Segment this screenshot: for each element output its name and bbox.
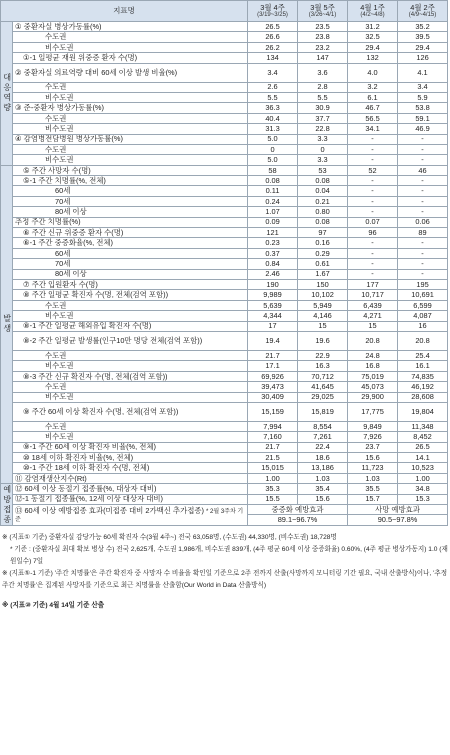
cell-value: 7,926 bbox=[348, 432, 398, 442]
table-row bbox=[1, 494, 448, 504]
table-row bbox=[1, 165, 448, 175]
cell-value: 3.6 bbox=[298, 63, 348, 82]
cell-value: 5.5 bbox=[248, 92, 298, 102]
cell-value: 190 bbox=[248, 279, 298, 289]
table-row bbox=[1, 103, 448, 113]
cell-value: 19.6 bbox=[298, 331, 348, 350]
cell-value: 13,186 bbox=[298, 463, 348, 473]
footnote-1: ※ (지표① 기준) 중환자실 감당가능 60세 확진자 수(3월 4주~) 전국 63,058명, (수도권) 44,330명, (비수도권) 18,728명 bbox=[2, 533, 337, 541]
cell-value: 31.2 bbox=[348, 22, 398, 32]
cell-value: 0.04 bbox=[298, 186, 348, 196]
cell-value: - bbox=[348, 176, 398, 186]
row-label: 수도권 bbox=[13, 382, 248, 392]
table-row bbox=[1, 22, 448, 32]
table-row bbox=[1, 155, 448, 165]
cell-value: 3.2 bbox=[348, 82, 398, 92]
cell-value: 35.3 bbox=[248, 484, 298, 494]
table-row bbox=[1, 196, 448, 206]
table-row bbox=[1, 238, 448, 248]
cell-value: 10,102 bbox=[298, 290, 348, 300]
cell-value: 5.9 bbox=[398, 92, 448, 102]
table-row bbox=[1, 382, 448, 392]
row-label: ⑫ 60세 이상 동절기 접종률(%, 대상자 대비) bbox=[13, 484, 248, 494]
cell-value: 1.03 bbox=[348, 473, 398, 483]
cell-value: 21.5 bbox=[248, 453, 298, 463]
row-label: 수도권 bbox=[13, 350, 248, 360]
table-row bbox=[1, 207, 448, 217]
table-row bbox=[1, 421, 448, 431]
cell-value: 20.8 bbox=[398, 331, 448, 350]
cell-value: 5.5 bbox=[298, 92, 348, 102]
row-label: 비수도권 bbox=[13, 361, 248, 371]
row-label: 수도권 bbox=[13, 300, 248, 310]
row-label: ⑩-1 주간 18세 이하 확진자 수(명, 전체) bbox=[13, 463, 248, 473]
row-label: 비수도권 bbox=[13, 432, 248, 442]
row-label: 수도권 bbox=[13, 144, 248, 154]
header-col-1: 3월 5주 (3/26~4/1) bbox=[298, 1, 348, 22]
cell-value: - bbox=[398, 238, 448, 248]
cell-value: 37.7 bbox=[298, 113, 348, 123]
cell-value: 34.1 bbox=[348, 124, 398, 134]
cell-value: 53 bbox=[298, 165, 348, 175]
cell-value: 19,804 bbox=[398, 402, 448, 421]
table-row bbox=[1, 402, 448, 421]
cell-value: 28,608 bbox=[398, 392, 448, 402]
table-row bbox=[1, 321, 448, 331]
cell-value: 29,025 bbox=[298, 392, 348, 402]
cell-value: 15.5 bbox=[248, 494, 298, 504]
cell-value: - bbox=[398, 134, 448, 144]
cell-value: 4,271 bbox=[348, 311, 398, 321]
row-label: ⑧-1 주간 일평균 해외유입 확진자 수(명) bbox=[13, 321, 248, 331]
cell-value: 6,439 bbox=[348, 300, 398, 310]
cell-value: 17 bbox=[248, 321, 298, 331]
row-label: 80세 이상 bbox=[13, 269, 248, 279]
row-label: 비수도권 bbox=[13, 155, 248, 165]
table-row bbox=[1, 42, 448, 52]
cell-value: 30,409 bbox=[248, 392, 298, 402]
cell-value: 20.8 bbox=[348, 331, 398, 350]
cell-value: 15,159 bbox=[248, 402, 298, 421]
cell-value: 15.6 bbox=[348, 453, 398, 463]
row-label: ⑥ 주간 신규 위중증 환자 수(명) bbox=[13, 228, 248, 238]
cell-value: 9,989 bbox=[248, 290, 298, 300]
cell-value: 15.7 bbox=[348, 494, 398, 504]
cell-value: 7,261 bbox=[298, 432, 348, 442]
cell-value: 7,160 bbox=[248, 432, 298, 442]
cell-value: 4,087 bbox=[398, 311, 448, 321]
cell-value: 26.6 bbox=[248, 32, 298, 42]
cell-value: - bbox=[398, 155, 448, 165]
cell-value: 150 bbox=[298, 279, 348, 289]
table-row bbox=[1, 279, 448, 289]
effect-note: * 2월 3주차 기준 bbox=[15, 508, 244, 523]
cell-value: 26.2 bbox=[248, 42, 298, 52]
cell-value: 21.7 bbox=[248, 350, 298, 360]
cell-value: - bbox=[348, 144, 398, 154]
cell-value: 26.5 bbox=[398, 442, 448, 452]
cell-value: 23.7 bbox=[348, 442, 398, 452]
cell-value: 16.8 bbox=[348, 361, 398, 371]
cell-value: 0.11 bbox=[248, 186, 298, 196]
cell-value: - bbox=[398, 207, 448, 217]
cell-value: 0.37 bbox=[248, 248, 298, 258]
effect-title: ⑬ 60세 이상 예방접종 효과(미접종 대비 2가백신 추가접종) bbox=[15, 505, 204, 515]
cell-value: 24.8 bbox=[348, 350, 398, 360]
cell-value: 16.3 bbox=[298, 361, 348, 371]
cell-value: 11,348 bbox=[398, 421, 448, 431]
cell-value: 2.46 bbox=[248, 269, 298, 279]
cell-value: 35.4 bbox=[298, 484, 348, 494]
table-row bbox=[1, 392, 448, 402]
cell-value: 40.4 bbox=[248, 113, 298, 123]
cell-value: 3.4 bbox=[248, 63, 298, 82]
cell-value: 5,949 bbox=[298, 300, 348, 310]
cell-value: - bbox=[398, 196, 448, 206]
row-label: ⑤-1 주간 치명률(%, 전체) bbox=[13, 176, 248, 186]
cell-value: 5.0 bbox=[248, 134, 298, 144]
table-row bbox=[1, 290, 448, 300]
row-label: ⑧ 주간 일평균 확진자 수(명, 전체(검역 포함)) bbox=[13, 290, 248, 300]
cell-value: - bbox=[398, 144, 448, 154]
cell-value: 0.16 bbox=[298, 238, 348, 248]
cell-value: 7,994 bbox=[248, 421, 298, 431]
table-row bbox=[1, 432, 448, 442]
row-label: 80세 이상 bbox=[13, 207, 248, 217]
table-row bbox=[1, 144, 448, 154]
cell-value: 11,723 bbox=[348, 463, 398, 473]
cell-value: - bbox=[398, 248, 448, 258]
row-label: 비수도권 bbox=[13, 124, 248, 134]
row-label: ⑧-2 주간 일평균 발생률(인구10만 명당 전체(검역 포함)) bbox=[13, 331, 248, 350]
cell-value: 53.8 bbox=[398, 103, 448, 113]
cell-value: 23.2 bbox=[298, 42, 348, 52]
header-col-0: 3월 4주 (3/19~3/25) bbox=[248, 1, 298, 22]
cell-value: 6.1 bbox=[348, 92, 398, 102]
cell-value: 18.6 bbox=[298, 453, 348, 463]
cell-value: 15.6 bbox=[298, 494, 348, 504]
cell-value: 4,344 bbox=[248, 311, 298, 321]
cell-value: 6,599 bbox=[398, 300, 448, 310]
cell-value: 35.5 bbox=[348, 484, 398, 494]
cell-value: 17,775 bbox=[348, 402, 398, 421]
cell-value: 56.5 bbox=[348, 113, 398, 123]
cell-value: 8,452 bbox=[398, 432, 448, 442]
cell-value: 4.0 bbox=[348, 63, 398, 82]
cell-value: - bbox=[348, 196, 398, 206]
effect-col2-value: 90.5~97.8% bbox=[348, 515, 448, 525]
table-row bbox=[1, 63, 448, 82]
cell-value: 19.4 bbox=[248, 331, 298, 350]
cell-value: 0.07 bbox=[348, 217, 398, 227]
cell-value: - bbox=[348, 248, 398, 258]
cell-value: 15 bbox=[348, 321, 398, 331]
table-row bbox=[1, 32, 448, 42]
cell-value: 17.1 bbox=[248, 361, 298, 371]
row-label: 60세 bbox=[13, 248, 248, 258]
table-header-row bbox=[1, 1, 448, 22]
cell-value: 0.23 bbox=[248, 238, 298, 248]
cell-value: 5,639 bbox=[248, 300, 298, 310]
cell-value: 59.1 bbox=[398, 113, 448, 123]
cell-value: 0.21 bbox=[298, 196, 348, 206]
row-label: ⑦ 주간 입원환자 수(명) bbox=[13, 279, 248, 289]
table-row bbox=[1, 269, 448, 279]
cell-value: 5.0 bbox=[248, 155, 298, 165]
cell-value: 9,849 bbox=[348, 421, 398, 431]
cell-value: 15,819 bbox=[298, 402, 348, 421]
effect-col2-title: 사망 예방효과 bbox=[348, 505, 448, 515]
cell-value: 31.3 bbox=[248, 124, 298, 134]
cell-value: 46,192 bbox=[398, 382, 448, 392]
row-label: ⑥-1 주간 중증화율(%, 전체) bbox=[13, 238, 248, 248]
row-label: 비수도권 bbox=[13, 42, 248, 52]
cell-value: 1.00 bbox=[398, 473, 448, 483]
table-body bbox=[1, 22, 448, 526]
cell-value: 22.9 bbox=[298, 350, 348, 360]
cell-value: 3.3 bbox=[298, 134, 348, 144]
cell-value: - bbox=[348, 155, 398, 165]
table-row bbox=[1, 217, 448, 227]
effect-col1-title: 중증화 예방효과 bbox=[248, 505, 348, 515]
cell-value: 10,691 bbox=[398, 290, 448, 300]
footnote-2: * 기준 : (중환자실 최대 확보 병상 수) 전국 2,625개, 수도권 1,986개, 비수도권 839개, (4주 평균 60세 이상 중증화율) 0.60%, (4주 평균 병상가동지) 1.0 (재원일수) 7일 bbox=[10, 545, 448, 565]
table-row bbox=[1, 176, 448, 186]
cell-value: - bbox=[348, 186, 398, 196]
cell-value: 23.5 bbox=[298, 22, 348, 32]
cell-value: - bbox=[398, 269, 448, 279]
row-label: 비수도권 bbox=[13, 392, 248, 402]
cell-value: 8,554 bbox=[298, 421, 348, 431]
cell-value: 15.3 bbox=[398, 494, 448, 504]
cell-value: 2.6 bbox=[248, 82, 298, 92]
cell-value: 0.06 bbox=[398, 217, 448, 227]
header-col-3: 4월 2주 (4/9~4/15) bbox=[398, 1, 448, 22]
effect-col1-value: 89.1~96.7% bbox=[248, 515, 348, 525]
table-row bbox=[1, 134, 448, 144]
cell-value: 1.07 bbox=[248, 207, 298, 217]
cell-value: 0 bbox=[298, 144, 348, 154]
cell-value: 70,712 bbox=[298, 371, 348, 381]
table-row bbox=[1, 371, 448, 381]
cell-value: 10,717 bbox=[348, 290, 398, 300]
cell-value: 0.29 bbox=[298, 248, 348, 258]
cell-value: 35.2 bbox=[398, 22, 448, 32]
cell-value: 21.7 bbox=[248, 442, 298, 452]
section-category: 발생 bbox=[1, 165, 13, 484]
cell-value: 0.09 bbox=[248, 217, 298, 227]
footnotes bbox=[0, 532, 450, 612]
header-col-2: 4월 1주 (4/2~4/8) bbox=[348, 1, 398, 22]
table-row bbox=[1, 361, 448, 371]
cell-value: 15 bbox=[298, 321, 348, 331]
cell-value: 1.67 bbox=[298, 269, 348, 279]
cell-value: 0.08 bbox=[248, 176, 298, 186]
table-row bbox=[1, 484, 448, 494]
row-label: 비수도권 bbox=[13, 92, 248, 102]
cell-value: 3.3 bbox=[298, 155, 348, 165]
cell-value: 29,900 bbox=[348, 392, 398, 402]
row-label: 수도권 bbox=[13, 421, 248, 431]
table-row bbox=[1, 505, 448, 515]
cell-value: 126 bbox=[398, 53, 448, 63]
cell-value: 16.1 bbox=[398, 361, 448, 371]
cell-value: - bbox=[398, 176, 448, 186]
table-row bbox=[1, 453, 448, 463]
cell-value: - bbox=[348, 134, 398, 144]
row-label: ① 중환자실 병상가동률(%) bbox=[13, 22, 248, 32]
row-label: ①-1 일평균 재원 위중증 환자 수(명) bbox=[13, 53, 248, 63]
table-row bbox=[1, 331, 448, 350]
row-label: 추정 주간 치명률(%) bbox=[13, 217, 248, 227]
cell-value: 46.9 bbox=[398, 124, 448, 134]
row-label: ⑤ 주간 사망자 수(명) bbox=[13, 165, 248, 175]
section-category: 대응역량 bbox=[1, 22, 13, 166]
cell-value: 75,019 bbox=[348, 371, 398, 381]
table-row bbox=[1, 82, 448, 92]
row-label: ⑨-1 주간 60세 이상 확진자 비율(%, 전체) bbox=[13, 442, 248, 452]
row-label: 수도권 bbox=[13, 113, 248, 123]
row-label: ② 중환자실 의료역량 대비 60세 이상 발생 비율(%) bbox=[13, 63, 248, 82]
table-row bbox=[1, 259, 448, 269]
cell-value: 46 bbox=[398, 165, 448, 175]
footnote-4: ※ (지표⑩ 기준) 4월 14일 기준 산출 bbox=[2, 601, 105, 609]
cell-value: 26.5 bbox=[248, 22, 298, 32]
cell-value: - bbox=[348, 207, 398, 217]
table-row bbox=[1, 186, 448, 196]
cell-value: 41,645 bbox=[298, 382, 348, 392]
cell-value: 177 bbox=[348, 279, 398, 289]
cell-value: 3.4 bbox=[398, 82, 448, 92]
footnote-3: ※ (지표⑤-1 기준) '주간 치명률'은 주간 확진자 중 사망자 수 비율을 확인일 기준으로 2주 전까지 산출(사망까지 모니터링 기간 필요, 국내 산출방식)이나, '추정 주간 치명률'은 집계된 사망자를 기준으로 최근 치명률을 산출함(Our World in Data 산출방식) bbox=[2, 569, 448, 589]
cell-value: 74,835 bbox=[398, 371, 448, 381]
header-label: 지표명 bbox=[1, 1, 248, 22]
cell-value: 132 bbox=[348, 53, 398, 63]
cell-value: - bbox=[348, 269, 398, 279]
cell-value: 30.9 bbox=[298, 103, 348, 113]
cell-value: 22.4 bbox=[298, 442, 348, 452]
cell-value: 121 bbox=[248, 228, 298, 238]
table-row bbox=[1, 92, 448, 102]
cell-value: 89 bbox=[398, 228, 448, 238]
cell-value: 25.4 bbox=[398, 350, 448, 360]
cell-value: 58 bbox=[248, 165, 298, 175]
row-label: ⑩ 18세 이하 확진자 비율(%, 전체) bbox=[13, 453, 248, 463]
cell-value: 0.61 bbox=[298, 259, 348, 269]
cell-value: 69,926 bbox=[248, 371, 298, 381]
cell-value: 0.24 bbox=[248, 196, 298, 206]
row-label: 수도권 bbox=[13, 82, 248, 92]
section-category: 예방접종 bbox=[1, 484, 13, 526]
row-label: ⑧-3 주간 신규 확진자 수(명, 전체(검역 포함)) bbox=[13, 371, 248, 381]
row-label: ⑨ 주간 60세 이상 확진자 수(명, 전체(검역 포함)) bbox=[13, 402, 248, 421]
row-label: 60세 bbox=[13, 186, 248, 196]
cell-value: 0.84 bbox=[248, 259, 298, 269]
table-row bbox=[1, 113, 448, 123]
table-row bbox=[1, 473, 448, 483]
cell-value: 4,146 bbox=[298, 311, 348, 321]
cell-value: 147 bbox=[298, 53, 348, 63]
cell-value: 52 bbox=[348, 165, 398, 175]
cell-value: 2.8 bbox=[298, 82, 348, 92]
cell-value: 4.1 bbox=[398, 63, 448, 82]
row-label: 수도권 bbox=[13, 32, 248, 42]
row-label: ⑫-1 동절기 접종률(%, 12세 이상 대상자 대비) bbox=[13, 494, 248, 504]
table-row bbox=[1, 463, 448, 473]
table-row bbox=[1, 442, 448, 452]
row-label: ③ 준-중환자 병상가동률(%) bbox=[13, 103, 248, 113]
table-row bbox=[1, 228, 448, 238]
cell-value: 36.3 bbox=[248, 103, 298, 113]
cell-value: 46.7 bbox=[348, 103, 398, 113]
table-row bbox=[1, 300, 448, 310]
table-row bbox=[1, 311, 448, 321]
cell-value: - bbox=[348, 238, 398, 248]
cell-value: 39.5 bbox=[398, 32, 448, 42]
row-label: 비수도권 bbox=[13, 311, 248, 321]
table-row bbox=[1, 53, 448, 63]
cell-value: 23.8 bbox=[298, 32, 348, 42]
cell-value: 29.4 bbox=[348, 42, 398, 52]
cell-value: 97 bbox=[298, 228, 348, 238]
cell-value: 0.08 bbox=[298, 217, 348, 227]
cell-value: 14.1 bbox=[398, 453, 448, 463]
cell-value: 1.03 bbox=[298, 473, 348, 483]
cell-value: 10,523 bbox=[398, 463, 448, 473]
row-label: ⑪ 감염재생산지수(Rt) bbox=[13, 473, 248, 483]
table-row bbox=[1, 350, 448, 360]
row-label: 70세 bbox=[13, 259, 248, 269]
cell-value: 0.80 bbox=[298, 207, 348, 217]
cell-value: 45,073 bbox=[348, 382, 398, 392]
cell-value: 96 bbox=[348, 228, 398, 238]
cell-value: 34.8 bbox=[398, 484, 448, 494]
cell-value: - bbox=[398, 259, 448, 269]
cell-value: 134 bbox=[248, 53, 298, 63]
table-row bbox=[1, 248, 448, 258]
cell-value: 0.08 bbox=[298, 176, 348, 186]
cell-value: 0 bbox=[248, 144, 298, 154]
cell-value: 195 bbox=[398, 279, 448, 289]
table-row bbox=[1, 124, 448, 134]
cell-value: 39,473 bbox=[248, 382, 298, 392]
cell-value: 22.8 bbox=[298, 124, 348, 134]
cell-value: 16 bbox=[398, 321, 448, 331]
cell-value: 15,015 bbox=[248, 463, 298, 473]
row-label: 70세 bbox=[13, 196, 248, 206]
cell-value: - bbox=[348, 259, 398, 269]
cell-value: 1.00 bbox=[248, 473, 298, 483]
effect-label bbox=[13, 505, 248, 526]
cell-value: 32.5 bbox=[348, 32, 398, 42]
cell-value: 29.4 bbox=[398, 42, 448, 52]
row-label: ④ 감염병전담병원 병상가동률(%) bbox=[13, 134, 248, 144]
cell-value: - bbox=[398, 186, 448, 196]
